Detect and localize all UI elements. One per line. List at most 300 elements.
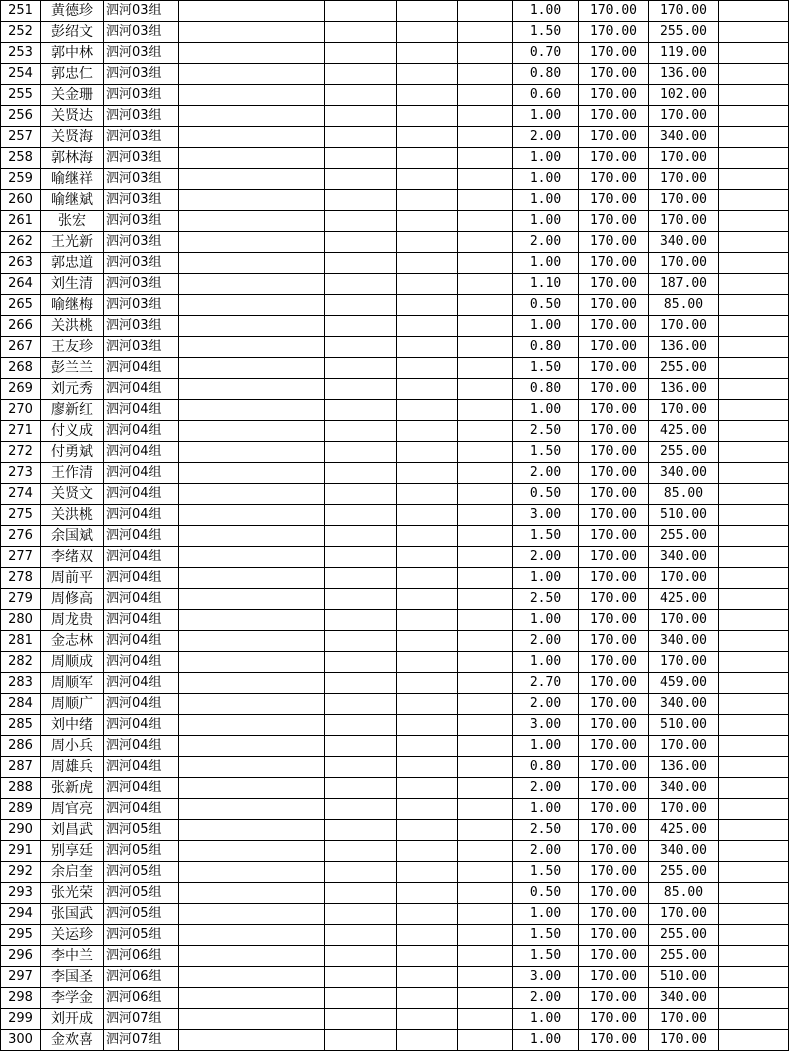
empty-cell [325,505,397,526]
group-cell: 泗河03组 [104,274,179,295]
amount-cell: 170.00 [649,190,719,211]
price-cell: 170.00 [579,631,649,652]
table-row [1,610,789,631]
empty-cell [325,736,397,757]
amount-cell: 170.00 [649,211,719,232]
row-number-cell: 268 [1,358,41,379]
group-cell: 泗河06组 [104,988,179,1009]
empty-cell [325,904,397,925]
empty-cell [458,85,513,106]
empty-cell [458,43,513,64]
empty-cell [458,127,513,148]
area-cell: 1.00 [513,169,579,190]
area-cell: 1.00 [513,211,579,232]
empty-cell [325,841,397,862]
group-cell: 泗河04组 [104,484,179,505]
empty-cell [458,148,513,169]
table-row [1,316,789,337]
area-cell: 2.50 [513,421,579,442]
table-row [1,43,789,64]
name-cell: 刘昌武 [41,820,104,841]
amount-cell: 340.00 [649,127,719,148]
name-cell: 张光荣 [41,883,104,904]
row-number-cell: 295 [1,925,41,946]
amount-cell: 187.00 [649,274,719,295]
empty-cell [179,1,325,22]
empty-cell [325,547,397,568]
area-cell: 0.80 [513,64,579,85]
price-cell: 170.00 [579,1030,649,1051]
amount-cell: 170.00 [649,799,719,820]
name-cell: 余启奎 [41,862,104,883]
empty-cell [458,232,513,253]
amount-cell: 136.00 [649,337,719,358]
amount-cell: 170.00 [649,169,719,190]
row-number-cell: 269 [1,379,41,400]
empty-cell [397,421,458,442]
table-row [1,589,789,610]
group-cell: 泗河03组 [104,64,179,85]
name-cell: 王作清 [41,463,104,484]
price-cell: 170.00 [579,505,649,526]
group-cell: 泗河03组 [104,106,179,127]
price-cell: 170.00 [579,862,649,883]
table-row [1,253,789,274]
table-row [1,64,789,85]
name-cell: 王友珍 [41,337,104,358]
table-row [1,925,789,946]
empty-cell [719,505,789,526]
row-number-cell: 287 [1,757,41,778]
name-cell: 喻继祥 [41,169,104,190]
row-number-cell: 279 [1,589,41,610]
area-cell: 0.50 [513,484,579,505]
name-cell: 喻继斌 [41,190,104,211]
amount-cell: 170.00 [649,652,719,673]
empty-cell [179,358,325,379]
empty-cell [458,757,513,778]
table-row [1,736,789,757]
empty-cell [179,652,325,673]
empty-cell [458,316,513,337]
amount-cell: 170.00 [649,400,719,421]
name-cell: 黄德珍 [41,1,104,22]
empty-cell [179,904,325,925]
empty-cell [719,946,789,967]
price-cell: 170.00 [579,757,649,778]
amount-cell: 170.00 [649,1009,719,1030]
group-cell: 泗河04组 [104,463,179,484]
area-cell: 1.00 [513,568,579,589]
area-cell: 0.50 [513,295,579,316]
empty-cell [397,925,458,946]
group-cell: 泗河04组 [104,610,179,631]
name-cell: 彭绍文 [41,22,104,43]
empty-cell [397,358,458,379]
table-row [1,421,789,442]
name-cell: 周龙贵 [41,610,104,631]
row-number-cell: 282 [1,652,41,673]
price-cell: 170.00 [579,841,649,862]
amount-cell: 459.00 [649,673,719,694]
empty-cell [719,274,789,295]
table-row [1,190,789,211]
table-row [1,274,789,295]
empty-cell [397,967,458,988]
empty-cell [458,484,513,505]
name-cell: 周官亮 [41,799,104,820]
empty-cell [179,463,325,484]
group-cell: 泗河03组 [104,253,179,274]
amount-cell: 340.00 [649,232,719,253]
table-row [1,1,789,22]
group-cell: 泗河05组 [104,862,179,883]
price-cell: 170.00 [579,1,649,22]
row-number-cell: 262 [1,232,41,253]
table-row [1,232,789,253]
name-cell: 李中兰 [41,946,104,967]
area-cell: 1.50 [513,358,579,379]
row-number-cell: 277 [1,547,41,568]
area-cell: 1.00 [513,1030,579,1051]
price-cell: 170.00 [579,484,649,505]
empty-cell [458,694,513,715]
empty-cell [458,463,513,484]
group-cell: 泗河04组 [104,379,179,400]
empty-cell [179,526,325,547]
empty-cell [719,85,789,106]
empty-cell [179,442,325,463]
area-cell: 2.70 [513,673,579,694]
area-cell: 0.60 [513,85,579,106]
empty-cell [719,904,789,925]
empty-cell [719,358,789,379]
name-cell: 李绪双 [41,547,104,568]
empty-cell [719,106,789,127]
name-cell: 刘中绪 [41,715,104,736]
empty-cell [325,778,397,799]
empty-cell [325,169,397,190]
amount-cell: 510.00 [649,967,719,988]
empty-cell [397,484,458,505]
empty-cell [397,22,458,43]
price-cell: 170.00 [579,358,649,379]
row-number-cell: 263 [1,253,41,274]
empty-cell [179,379,325,400]
empty-cell [397,85,458,106]
row-number-cell: 271 [1,421,41,442]
empty-cell [325,148,397,169]
empty-cell [325,127,397,148]
amount-cell: 85.00 [649,295,719,316]
empty-cell [179,757,325,778]
empty-cell [719,757,789,778]
table-row [1,463,789,484]
table-row [1,841,789,862]
empty-cell [458,106,513,127]
empty-cell [325,421,397,442]
area-cell: 0.80 [513,379,579,400]
amount-cell: 340.00 [649,631,719,652]
area-cell: 1.00 [513,400,579,421]
area-cell: 3.00 [513,715,579,736]
table-row [1,799,789,820]
empty-cell [458,253,513,274]
empty-cell [719,883,789,904]
name-cell: 张宏 [41,211,104,232]
empty-cell [179,43,325,64]
amount-cell: 255.00 [649,862,719,883]
amount-cell: 170.00 [649,904,719,925]
price-cell: 170.00 [579,64,649,85]
name-cell: 郭林海 [41,148,104,169]
table-row [1,526,789,547]
empty-cell [719,736,789,757]
amount-cell: 255.00 [649,442,719,463]
amount-cell: 425.00 [649,820,719,841]
empty-cell [325,1009,397,1030]
group-cell: 泗河03组 [104,85,179,106]
name-cell: 周雄兵 [41,757,104,778]
empty-cell [179,253,325,274]
group-cell: 泗河04组 [104,673,179,694]
row-number-cell: 285 [1,715,41,736]
empty-cell [397,274,458,295]
empty-cell [458,337,513,358]
table-row [1,946,789,967]
price-cell: 170.00 [579,106,649,127]
empty-cell [325,694,397,715]
empty-cell [397,799,458,820]
price-cell: 170.00 [579,442,649,463]
empty-cell [397,295,458,316]
empty-cell [325,484,397,505]
row-number-cell: 251 [1,1,41,22]
row-number-cell: 290 [1,820,41,841]
empty-cell [179,820,325,841]
table-row [1,547,789,568]
price-cell: 170.00 [579,610,649,631]
empty-cell [397,106,458,127]
area-cell: 2.00 [513,988,579,1009]
empty-cell [719,400,789,421]
empty-cell [458,1,513,22]
row-number-cell: 280 [1,610,41,631]
area-cell: 0.80 [513,757,579,778]
amount-cell: 136.00 [649,757,719,778]
empty-cell [719,442,789,463]
name-cell: 付义成 [41,421,104,442]
empty-cell [325,295,397,316]
empty-cell [325,64,397,85]
name-cell: 关洪桃 [41,316,104,337]
empty-cell [179,106,325,127]
group-cell: 泗河04组 [104,589,179,610]
empty-cell [325,1030,397,1051]
table-row [1,715,789,736]
empty-cell [719,547,789,568]
row-number-cell: 273 [1,463,41,484]
empty-cell [719,778,789,799]
empty-cell [719,610,789,631]
table-row [1,820,789,841]
empty-cell [397,211,458,232]
empty-cell [325,85,397,106]
name-cell: 付勇斌 [41,442,104,463]
name-cell: 廖新红 [41,400,104,421]
empty-cell [397,148,458,169]
group-cell: 泗河04组 [104,694,179,715]
group-cell: 泗河04组 [104,505,179,526]
amount-cell: 510.00 [649,715,719,736]
price-cell: 170.00 [579,253,649,274]
name-cell: 李学金 [41,988,104,1009]
empty-cell [719,841,789,862]
group-cell: 泗河03组 [104,22,179,43]
empty-cell [719,820,789,841]
row-number-cell: 260 [1,190,41,211]
group-cell: 泗河07组 [104,1030,179,1051]
price-cell: 170.00 [579,988,649,1009]
empty-cell [719,1,789,22]
empty-cell [458,946,513,967]
empty-cell [179,169,325,190]
row-number-cell: 258 [1,148,41,169]
table-row [1,652,789,673]
row-number-cell: 299 [1,1009,41,1030]
row-number-cell: 300 [1,1030,41,1051]
table-row [1,883,789,904]
name-cell: 关贤达 [41,106,104,127]
name-cell: 别享廷 [41,841,104,862]
amount-cell: 255.00 [649,925,719,946]
area-cell: 1.00 [513,799,579,820]
empty-cell [325,274,397,295]
empty-cell [397,64,458,85]
empty-cell [325,862,397,883]
empty-cell [719,1030,789,1051]
area-cell: 2.00 [513,547,579,568]
empty-cell [719,463,789,484]
empty-cell [458,421,513,442]
empty-cell [397,883,458,904]
empty-cell [458,904,513,925]
empty-cell [179,400,325,421]
empty-cell [179,295,325,316]
empty-cell [397,673,458,694]
amount-cell: 170.00 [649,1,719,22]
name-cell: 郭忠仁 [41,64,104,85]
row-number-cell: 275 [1,505,41,526]
empty-cell [458,379,513,400]
area-cell: 2.00 [513,778,579,799]
table-row [1,148,789,169]
name-cell: 金欢喜 [41,1030,104,1051]
price-cell: 170.00 [579,694,649,715]
group-cell: 泗河03组 [104,1,179,22]
price-cell: 170.00 [579,1009,649,1030]
area-cell: 1.10 [513,274,579,295]
table-row [1,379,789,400]
price-cell: 170.00 [579,526,649,547]
table-row [1,988,789,1009]
group-cell: 泗河05组 [104,820,179,841]
price-cell: 170.00 [579,22,649,43]
empty-cell [719,988,789,1009]
row-number-cell: 266 [1,316,41,337]
empty-cell [397,316,458,337]
name-cell: 张新虎 [41,778,104,799]
table-row [1,904,789,925]
group-cell: 泗河04组 [104,778,179,799]
empty-cell [397,547,458,568]
empty-cell [397,505,458,526]
table-row [1,106,789,127]
empty-cell [397,946,458,967]
area-cell: 1.00 [513,1009,579,1030]
name-cell: 周顺广 [41,694,104,715]
empty-cell [719,652,789,673]
empty-cell [325,379,397,400]
group-cell: 泗河04组 [104,526,179,547]
amount-cell: 255.00 [649,358,719,379]
price-cell: 170.00 [579,400,649,421]
name-cell: 周顺成 [41,652,104,673]
area-cell: 1.00 [513,736,579,757]
row-number-cell: 272 [1,442,41,463]
area-cell: 2.00 [513,463,579,484]
empty-cell [325,967,397,988]
empty-cell [179,946,325,967]
empty-cell [179,1030,325,1051]
empty-cell [179,673,325,694]
empty-cell [179,316,325,337]
price-cell: 170.00 [579,127,649,148]
row-number-cell: 293 [1,883,41,904]
empty-cell [719,43,789,64]
empty-cell [458,1030,513,1051]
group-cell: 泗河06组 [104,946,179,967]
empty-cell [179,211,325,232]
empty-cell [458,883,513,904]
price-cell: 170.00 [579,316,649,337]
row-number-cell: 286 [1,736,41,757]
empty-cell [719,631,789,652]
empty-cell [325,43,397,64]
empty-cell [397,694,458,715]
empty-cell [179,148,325,169]
empty-cell [719,148,789,169]
name-cell: 金志林 [41,631,104,652]
amount-cell: 136.00 [649,64,719,85]
empty-cell [458,988,513,1009]
price-cell: 170.00 [579,274,649,295]
row-number-cell: 253 [1,43,41,64]
row-number-cell: 255 [1,85,41,106]
amount-cell: 340.00 [649,463,719,484]
empty-cell [458,505,513,526]
amount-cell: 102.00 [649,85,719,106]
name-cell: 周修高 [41,589,104,610]
empty-cell [179,127,325,148]
empty-cell [458,1009,513,1030]
empty-cell [458,190,513,211]
empty-cell [458,715,513,736]
empty-cell [397,463,458,484]
empty-cell [179,232,325,253]
group-cell: 泗河04组 [104,568,179,589]
price-cell: 170.00 [579,589,649,610]
